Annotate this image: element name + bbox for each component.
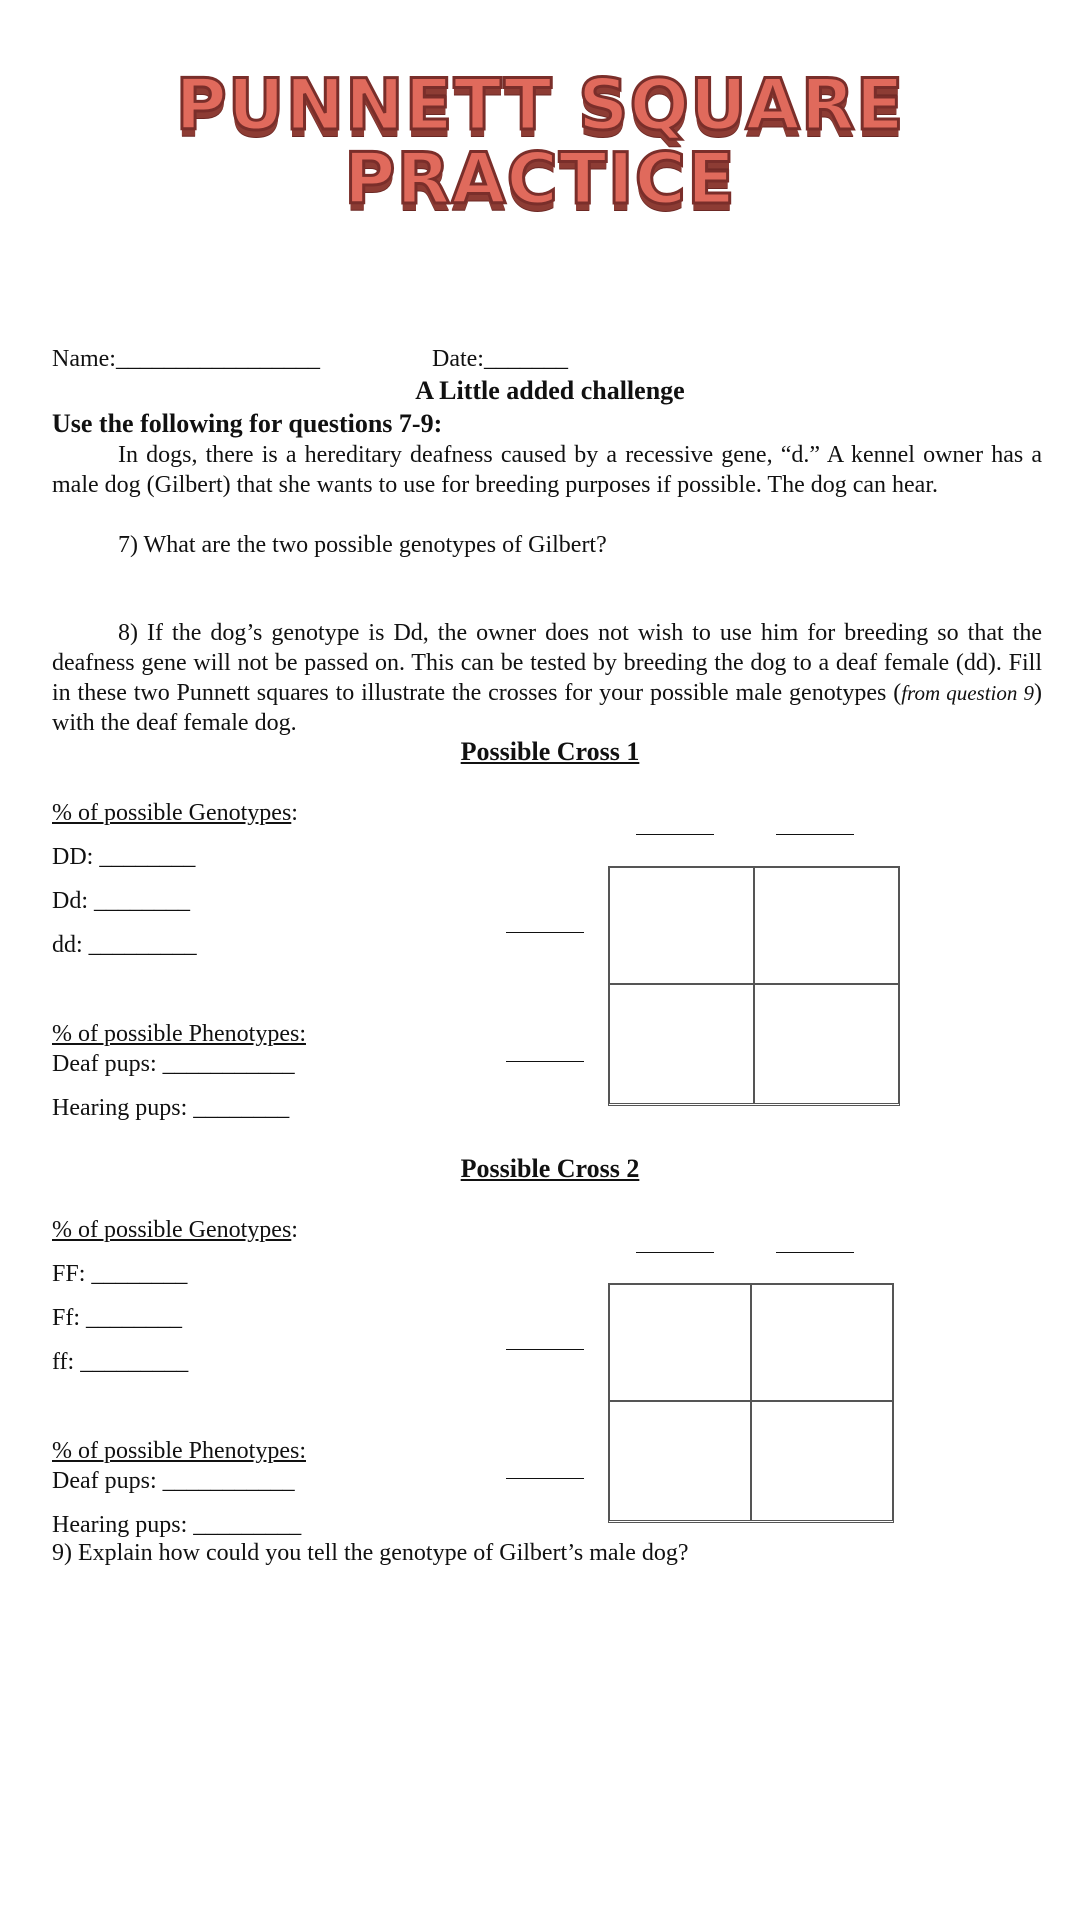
cross-2-genotypes-label-text: % of possible Genotypes [52, 1217, 292, 1243]
cross-1-phenotype-hearing: Hearing pups: ________ [52, 1095, 290, 1121]
intro-paragraph: In dogs, there is a hereditary deafness caused by a recessive gene, “d.” A kennel owner has a male dog (Gilbert) that she wants to use for breeding purposes if possible. The dog can hear. [52, 442, 1042, 498]
cross-1-phenotypes-label: % of possible Phenotypes: [52, 1021, 306, 1047]
cross-1-side-allele-blank-2[interactable] [506, 1061, 584, 1062]
question-8-italic-ref: from question 9 [901, 681, 1034, 705]
subtitle: A Little added challenge [415, 376, 685, 405]
cross-2-heading: Possible Cross 2 [460, 1154, 640, 1183]
cross-1-top-allele-blank-1[interactable] [636, 834, 714, 835]
cross-1-genotypes-colon: : [291, 800, 298, 826]
title-line-2: PRACTICE [344, 138, 736, 220]
question-8-text-end: ) with the deaf female dog. [52, 680, 1042, 736]
cross-1-cell-3[interactable] [609, 984, 754, 1104]
question-8-text: 8) If the dog’s genotype is Dd, the owner does not wish to use him for breeding so that the deafness gene will not be passed on. This can be tested by breeding the dog to a deaf female (dd). Fill in these two Punnett squares to illustrate the crosses for your possible male genotypes ( [52, 620, 1042, 706]
cross-1-cell-2[interactable] [754, 867, 899, 984]
cross-2-cell-4[interactable] [751, 1401, 893, 1521]
cross-1-top-allele-blank-2[interactable] [776, 834, 854, 835]
question-7: 7) What are the two possible genotypes of Gilbert? [118, 532, 607, 558]
title-line-1: PUNNETT SQUARE [175, 64, 905, 146]
cross-1-cell-4[interactable] [754, 984, 899, 1104]
cross-1-genotypes-label-text: % of possible Genotypes [52, 800, 292, 826]
cross-2-cell-1[interactable] [609, 1284, 751, 1401]
cross-2-genotypes-label [52, 1215, 298, 1245]
cross-2-punnett-square [608, 1283, 894, 1523]
cross-2-cell-3[interactable] [609, 1401, 751, 1521]
cross-2-genotypes-colon: : [291, 1217, 298, 1243]
cross-2-cell-2[interactable] [751, 1284, 893, 1401]
cross-2-side-allele-blank-2[interactable] [506, 1478, 584, 1479]
cross-2-phenotype-hearing: Hearing pups: _________ [52, 1512, 302, 1538]
cross-1-genotype-dd: dd: _________ [52, 932, 197, 958]
cross-1-genotypes-label [52, 798, 298, 828]
cross-2-genotype-FF: FF: ________ [52, 1261, 188, 1287]
cross-1-punnett-square [608, 866, 900, 1106]
cross-2-genotype-ff: ff: _________ [52, 1349, 189, 1375]
cross-2-phenotypes-label: % of possible Phenotypes: [52, 1438, 306, 1464]
cross-1-genotype-DD: DD: ________ [52, 844, 196, 870]
question-9: 9) Explain how could you tell the genotype of Gilbert’s male dog? [52, 1540, 689, 1566]
worksheet-title-logo [0, 64, 1080, 220]
cross-1-heading: Possible Cross 1 [460, 737, 640, 766]
date-field-label: Date:_______ [432, 346, 568, 372]
cross-2-side-allele-blank-1[interactable] [506, 1349, 584, 1350]
section-heading: Use the following for questions 7-9: [52, 409, 443, 438]
cross-2-phenotype-deaf: Deaf pups: ___________ [52, 1468, 295, 1494]
question-8 [52, 618, 1042, 738]
cross-1-phenotype-deaf: Deaf pups: ___________ [52, 1051, 295, 1077]
cross-1-genotype-Dd: Dd: ________ [52, 888, 190, 914]
cross-2-top-allele-blank-2[interactable] [776, 1252, 854, 1253]
cross-1-side-allele-blank-1[interactable] [506, 932, 584, 933]
cross-1-cell-1[interactable] [609, 867, 754, 984]
cross-2-top-allele-blank-1[interactable] [636, 1252, 714, 1253]
cross-2-genotype-Ff: Ff: ________ [52, 1305, 183, 1331]
name-field-label: Name:_________________ [52, 346, 320, 372]
